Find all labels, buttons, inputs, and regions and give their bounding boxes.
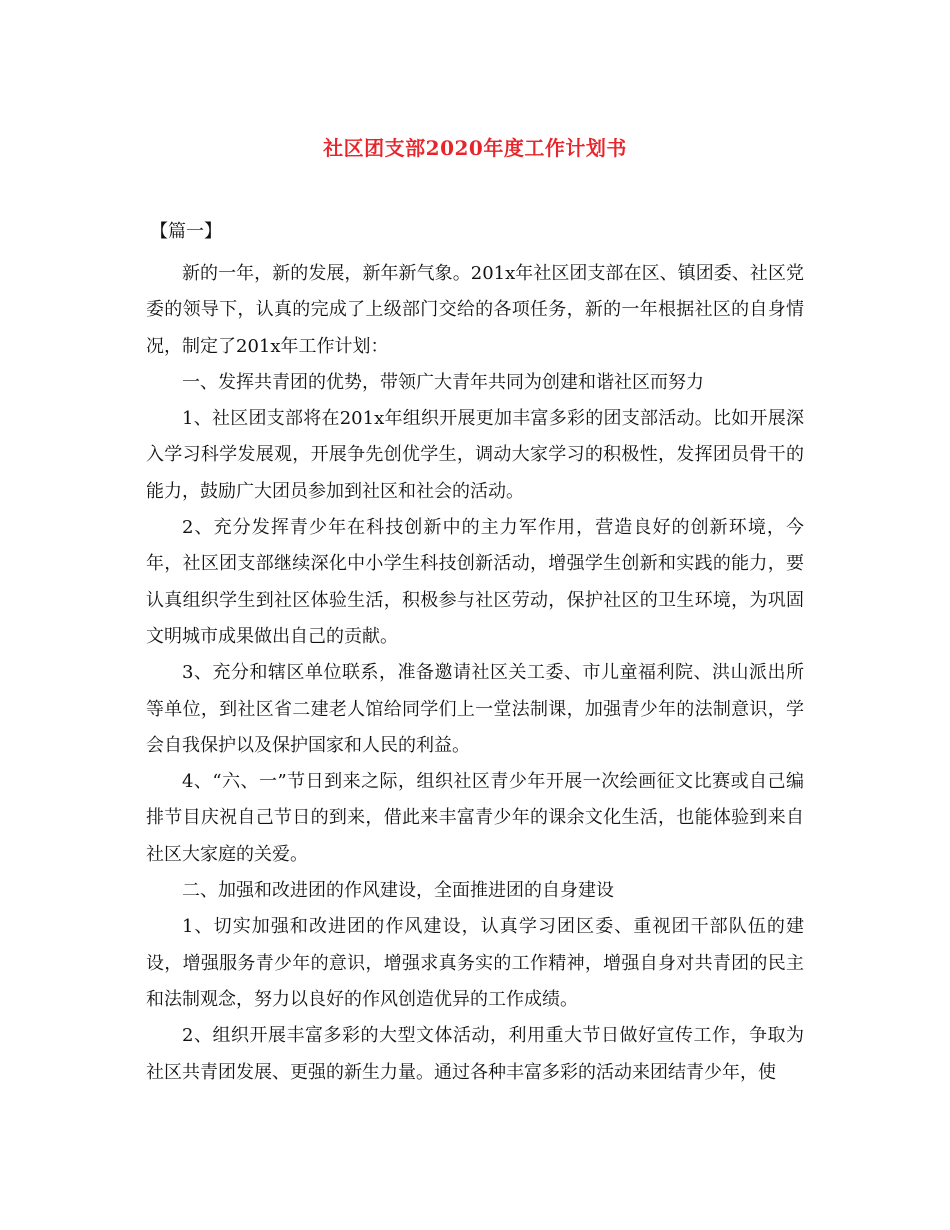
paragraph: 2、充分发挥青少年在科技创新中的主力军作用，营造良好的创新环境，今年，社区团支部继续深化中小学生科技创新活动，增强学生创新和实践的能力，要认真组织学生到社区体验生活，积极参与社区劳动，保护社区的卫生环境，为巩固文明城市成果做出自己的贡献。 bbox=[146, 517, 804, 647]
document-title: 社区团支部2020年度工作计划书 bbox=[323, 136, 627, 160]
paragraph: 新的一年，新的发展，新年新气象。201x年社区团支部在区、镇团委、社区党委的领导下，认真的完成了上级部门交给的各项任务，新的一年根据社区的自身情况，制定了201x年工作计划： bbox=[146, 263, 804, 357]
document-body bbox=[146, 256, 804, 1091]
section-heading: 一、发挥共青团的优势，带领广大青年共同为创建和谐社区而努力 bbox=[182, 371, 704, 393]
paragraph: 3、充分和辖区单位联系，准备邀请社区关工委、市儿童福利院、洪山派出所等单位，到社区省二建老人馆给同学们上一堂法制课，加强青少年的法制意识，学会自我保护以及保护国家和人民的利益。 bbox=[146, 662, 804, 756]
section-label: 【篇一】 bbox=[150, 221, 222, 242]
paragraph: 4、“六、一”节日到来之际，组织社区青少年开展一次绘画征文比赛或自己编排节目庆祝自己节日的到来，借此来丰富青少年的课余文化生活，也能体验到来自社区大家庭的关爱。 bbox=[146, 771, 804, 865]
paragraph: 1、社区团支部将在201x年组织开展更加丰富多彩的团支部活动。比如开展深入学习科学发展观，开展争先创优学生，调动大家学习的积极性，发挥团员骨干的能力，鼓励广大团员参加到社区和社会的活动。 bbox=[146, 408, 804, 502]
paragraph: 1、切实加强和改进团的作风建设，认真学习团区委、重视团干部队伍的建设，增强服务青少年的意识，增强求真务实的工作精神，增强自身对共青团的民主和法制观念，努力以良好的作风创造优异的工作成绩。 bbox=[146, 916, 804, 1010]
section-heading: 二、加强和改进团的作风建设，全面推进团的自身建设 bbox=[182, 880, 614, 902]
paragraph: 2、组织开展丰富多彩的大型文体活动，利用重大节日做好宣传工作，争取为社区共青团发展、更强的新生力量。通过各种丰富多彩的活动来团结青少年，使 bbox=[146, 1025, 804, 1083]
